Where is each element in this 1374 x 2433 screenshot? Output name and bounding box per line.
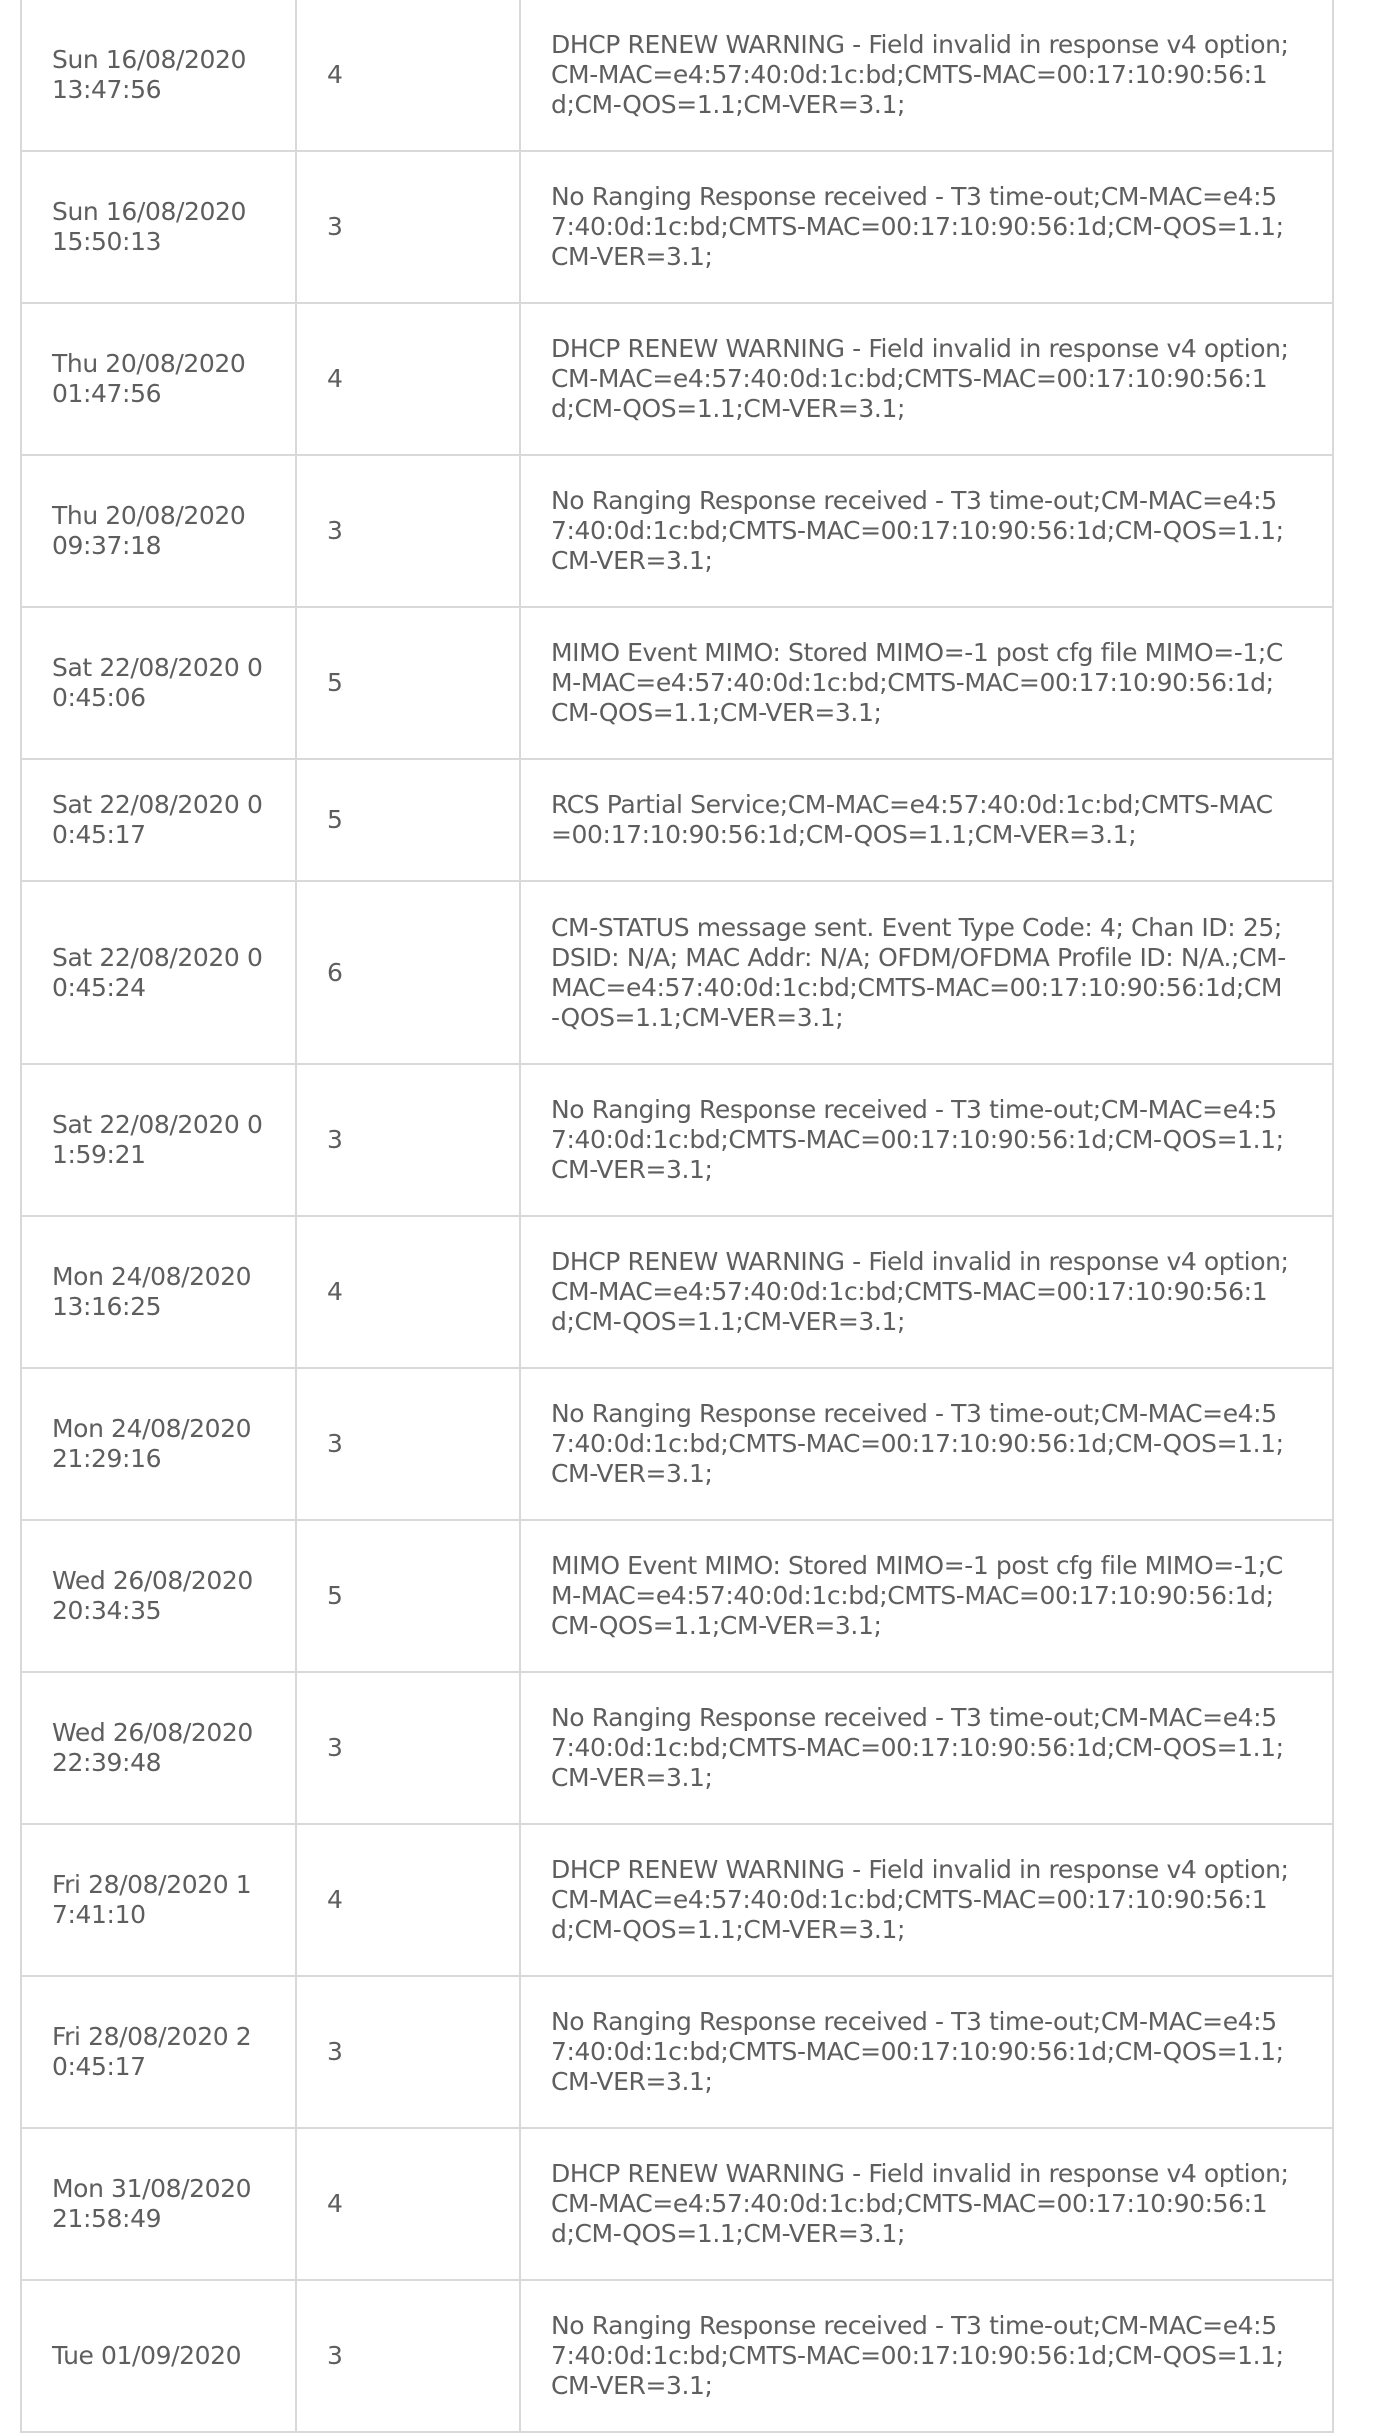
event-time-cell: Sun 16/08/2020 13:47:56 bbox=[21, 0, 296, 151]
table-row bbox=[21, 0, 1333, 151]
table-row bbox=[21, 455, 1333, 607]
event-time-cell: Fri 28/08/2020 17:41:10 bbox=[21, 1824, 296, 1976]
table-row bbox=[21, 759, 1333, 881]
event-time-cell: Thu 20/08/2020 09:37:18 bbox=[21, 455, 296, 607]
event-description-cell: No Ranging Response received - T3 time-out;CM-MAC=e4:57:40:0d:1c:bd;CMTS-MAC=00:17:10:90:56:1d;CM-QOS=1.1;CM-VER=3.1; bbox=[520, 1368, 1333, 1520]
table-row bbox=[21, 1216, 1333, 1368]
event-priority-cell: 5 bbox=[296, 607, 520, 759]
event-description-cell: DHCP RENEW WARNING - Field invalid in response v4 option;CM-MAC=e4:57:40:0d:1c:bd;CMTS-MAC=00:17:10:90:56:1d;CM-QOS=1.1;CM-VER=3.1; bbox=[520, 1824, 1333, 1976]
event-priority-cell: 4 bbox=[296, 0, 520, 151]
table-row bbox=[21, 2280, 1333, 2432]
event-time-cell: Mon 24/08/2020 21:29:16 bbox=[21, 1368, 296, 1520]
event-time-cell: Sat 22/08/2020 00:45:24 bbox=[21, 881, 296, 1064]
event-description-cell: MIMO Event MIMO: Stored MIMO=-1 post cfg file MIMO=-1;CM-MAC=e4:57:40:0d:1c:bd;CMTS-MAC=00:17:10:90:56:1d;CM-QOS=1.1;CM-VER=3.1; bbox=[520, 1520, 1333, 1672]
event-priority-cell: 4 bbox=[296, 1216, 520, 1368]
event-priority-cell: 3 bbox=[296, 1064, 520, 1216]
table-row bbox=[21, 1824, 1333, 1976]
event-description-cell: DHCP RENEW WARNING - Field invalid in response v4 option;CM-MAC=e4:57:40:0d:1c:bd;CMTS-MAC=00:17:10:90:56:1d;CM-QOS=1.1;CM-VER=3.1; bbox=[520, 2128, 1333, 2280]
event-priority-cell: 6 bbox=[296, 881, 520, 1064]
table-row bbox=[21, 303, 1333, 455]
event-description-cell: No Ranging Response received - T3 time-out;CM-MAC=e4:57:40:0d:1c:bd;CMTS-MAC=00:17:10:90:56:1d;CM-QOS=1.1;CM-VER=3.1; bbox=[520, 2280, 1333, 2432]
table-row bbox=[21, 1520, 1333, 1672]
event-time-cell: Wed 26/08/2020 22:39:48 bbox=[21, 1672, 296, 1824]
event-time-cell: Sun 16/08/2020 15:50:13 bbox=[21, 151, 296, 303]
event-priority-cell: 3 bbox=[296, 1368, 520, 1520]
event-time-cell: Tue 01/09/2020 bbox=[21, 2280, 296, 2432]
event-time-cell: Sat 22/08/2020 00:45:06 bbox=[21, 607, 296, 759]
event-priority-cell: 4 bbox=[296, 303, 520, 455]
event-description-cell: DHCP RENEW WARNING - Field invalid in response v4 option;CM-MAC=e4:57:40:0d:1c:bd;CMTS-MAC=00:17:10:90:56:1d;CM-QOS=1.1;CM-VER=3.1; bbox=[520, 303, 1333, 455]
event-description-cell: No Ranging Response received - T3 time-out;CM-MAC=e4:57:40:0d:1c:bd;CMTS-MAC=00:17:10:90:56:1d;CM-QOS=1.1;CM-VER=3.1; bbox=[520, 1064, 1333, 1216]
event-description-cell: No Ranging Response received - T3 time-out;CM-MAC=e4:57:40:0d:1c:bd;CMTS-MAC=00:17:10:90:56:1d;CM-QOS=1.1;CM-VER=3.1; bbox=[520, 1976, 1333, 2128]
table-row bbox=[21, 881, 1333, 1064]
event-time-cell: Thu 20/08/2020 01:47:56 bbox=[21, 303, 296, 455]
event-priority-cell: 3 bbox=[296, 1976, 520, 2128]
event-time-cell: Sat 22/08/2020 01:59:21 bbox=[21, 1064, 296, 1216]
table-row bbox=[21, 1368, 1333, 1520]
event-time-cell: Wed 26/08/2020 20:34:35 bbox=[21, 1520, 296, 1672]
event-priority-cell: 3 bbox=[296, 455, 520, 607]
event-time-cell: Fri 28/08/2020 20:45:17 bbox=[21, 1976, 296, 2128]
event-description-cell: MIMO Event MIMO: Stored MIMO=-1 post cfg file MIMO=-1;CM-MAC=e4:57:40:0d:1c:bd;CMTS-MAC=00:17:10:90:56:1d;CM-QOS=1.1;CM-VER=3.1; bbox=[520, 607, 1333, 759]
event-priority-cell: 3 bbox=[296, 151, 520, 303]
event-description-cell: CM-STATUS message sent. Event Type Code: 4; Chan ID: 25; DSID: N/A; MAC Addr: N/A; OFDM/OFDMA Profile ID: N/A.;CM-MAC=e4:57:40:0d:1c:bd;CMTS-MAC=00:17:10:90:56:1d;CM-QOS=1.1;CM-VER=3.1; bbox=[520, 881, 1333, 1064]
event-time-cell: Mon 31/08/2020 21:58:49 bbox=[21, 2128, 296, 2280]
table-row bbox=[21, 607, 1333, 759]
event-priority-cell: 3 bbox=[296, 1672, 520, 1824]
event-time-cell: Sat 22/08/2020 00:45:17 bbox=[21, 759, 296, 881]
event-priority-cell: 4 bbox=[296, 1824, 520, 1976]
event-description-cell: DHCP RENEW WARNING - Field invalid in response v4 option;CM-MAC=e4:57:40:0d:1c:bd;CMTS-MAC=00:17:10:90:56:1d;CM-QOS=1.1;CM-VER=3.1; bbox=[520, 0, 1333, 151]
table-row bbox=[21, 1064, 1333, 1216]
table-row bbox=[21, 151, 1333, 303]
event-priority-cell: 3 bbox=[296, 2280, 520, 2432]
table-row bbox=[21, 2128, 1333, 2280]
event-description-cell: No Ranging Response received - T3 time-out;CM-MAC=e4:57:40:0d:1c:bd;CMTS-MAC=00:17:10:90:56:1d;CM-QOS=1.1;CM-VER=3.1; bbox=[520, 1672, 1333, 1824]
event-description-cell: No Ranging Response received - T3 time-out;CM-MAC=e4:57:40:0d:1c:bd;CMTS-MAC=00:17:10:90:56:1d;CM-QOS=1.1;CM-VER=3.1; bbox=[520, 151, 1333, 303]
event-priority-cell: 5 bbox=[296, 759, 520, 881]
event-log-body bbox=[21, 0, 1333, 2432]
event-priority-cell: 5 bbox=[296, 1520, 520, 1672]
event-description-cell: DHCP RENEW WARNING - Field invalid in response v4 option;CM-MAC=e4:57:40:0d:1c:bd;CMTS-MAC=00:17:10:90:56:1d;CM-QOS=1.1;CM-VER=3.1; bbox=[520, 1216, 1333, 1368]
table-row bbox=[21, 1976, 1333, 2128]
event-time-cell: Mon 24/08/2020 13:16:25 bbox=[21, 1216, 296, 1368]
event-priority-cell: 4 bbox=[296, 2128, 520, 2280]
event-description-cell: No Ranging Response received - T3 time-out;CM-MAC=e4:57:40:0d:1c:bd;CMTS-MAC=00:17:10:90:56:1d;CM-QOS=1.1;CM-VER=3.1; bbox=[520, 455, 1333, 607]
table-row bbox=[21, 1672, 1333, 1824]
event-description-cell: RCS Partial Service;CM-MAC=e4:57:40:0d:1c:bd;CMTS-MAC=00:17:10:90:56:1d;CM-QOS=1.1;CM-VER=3.1; bbox=[520, 759, 1333, 881]
event-log-table bbox=[20, 0, 1334, 2433]
